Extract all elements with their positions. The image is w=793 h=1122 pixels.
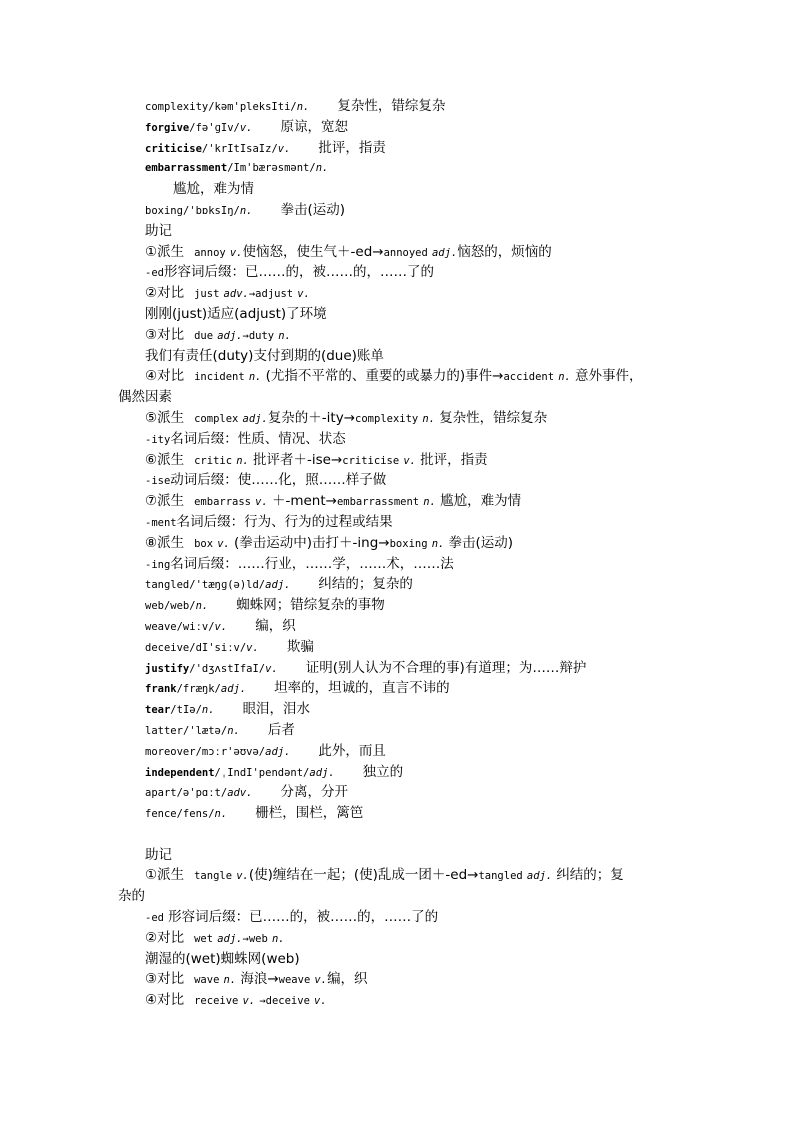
vocab-entry-tear — [118, 699, 688, 720]
vocab-entry-fence — [118, 803, 688, 824]
part-of-speech: v. — [297, 288, 310, 301]
vocab-entry-justify — [118, 658, 688, 679]
vocab-entry-forgive — [118, 117, 688, 138]
memo-line — [118, 533, 688, 554]
headword: frank — [145, 683, 177, 696]
vocab-entry-complexity — [118, 96, 688, 117]
part-of-speech: n. — [558, 371, 571, 384]
memo-line — [118, 325, 688, 346]
meaning: 分离，分开 — [280, 784, 348, 801]
suffix-meaning: 名词后缀：行为、行为的过程或结果 — [176, 513, 393, 530]
memo-heading-text: 助记 — [145, 222, 172, 239]
derived-word: web — [248, 932, 268, 945]
base-meaning: 海浪→ — [240, 971, 279, 988]
phonetic: /Im'bærəsmənt/ — [227, 162, 316, 175]
memo-tag: ⑤派生 — [145, 409, 185, 426]
suffix: -ise — [145, 475, 171, 488]
base-word: box — [194, 537, 214, 550]
derived-meaning: 纠结的；复 — [556, 867, 624, 884]
memo-line — [118, 429, 688, 450]
part-of-speech: v. — [277, 142, 291, 155]
part-of-speech: v. — [403, 454, 416, 467]
memo-heading-text: 助记 — [145, 846, 172, 863]
base-word: wet — [194, 932, 214, 945]
meaning: 证明(别人认为不合理的事)有道理；为……辩护 — [305, 659, 587, 676]
meaning: 蜘蛛网；错综复杂的事物 — [236, 597, 385, 614]
memo-line — [118, 990, 688, 1011]
part-of-speech: v. — [214, 620, 228, 633]
base-word: embarrass — [194, 496, 252, 509]
part-of-speech: n. — [278, 329, 291, 342]
memo-line — [118, 865, 688, 886]
part-of-speech: v. — [239, 121, 253, 134]
suffix: -ed — [145, 267, 164, 280]
headword: tangled — [145, 579, 190, 592]
derived-word: annoyed — [383, 246, 428, 259]
memo-tag: ③对比 — [145, 971, 185, 988]
part-of-speech: adj. — [265, 579, 291, 592]
memo-line — [118, 408, 688, 429]
vocab-entry-weave — [118, 616, 688, 637]
suffix-meaning: 名词后缀：……行业，……学，……术，……法 — [170, 555, 454, 572]
phonetic: /'lætə/ — [182, 724, 228, 737]
memo-tag: ④对比 — [145, 368, 185, 385]
headword: embarrassment — [145, 162, 228, 175]
suffix: -ity — [145, 433, 171, 446]
meaning: 独立的 — [362, 763, 404, 780]
arrow-icon: → — [242, 932, 249, 945]
memo-line — [118, 554, 688, 575]
base-meaning: (尤指不平常的、重要的或暴力的)事件→ — [265, 368, 504, 385]
memo-line — [118, 907, 688, 928]
vocab-entry-web — [118, 595, 688, 616]
part-of-speech: n. — [431, 537, 445, 550]
memo-line-continuation — [118, 387, 688, 408]
vocab-entry-apart — [118, 782, 688, 803]
part-of-speech: v. — [217, 537, 230, 550]
phonetic: /ə'pɑːt/ — [176, 787, 228, 800]
memo-line — [118, 262, 688, 283]
part-of-speech: v. — [255, 496, 268, 509]
phonetic: /fræŋk/ — [176, 683, 221, 696]
part-of-speech: adj. — [220, 683, 247, 696]
vocab-entry-latter — [118, 720, 688, 741]
vocab-entry-moreover — [118, 741, 688, 762]
part-of-speech: adj. — [431, 246, 458, 259]
phonetic: /dI'siːv/ — [189, 641, 247, 654]
part-of-speech: n. — [236, 454, 249, 467]
part-of-speech: n. — [195, 600, 209, 613]
headword: justify — [145, 662, 190, 675]
memo-line — [118, 283, 688, 304]
base-word: just — [194, 288, 220, 301]
phonetic: /wiːv/ — [176, 620, 215, 633]
part-of-speech: v. — [229, 246, 243, 259]
headword: complexity — [145, 101, 209, 113]
base-meaning: (拳击运动中)击打＋-ing→ — [234, 534, 390, 551]
derived-meaning: 恼怒的，烦恼的 — [457, 243, 552, 260]
part-of-speech: n. — [422, 412, 436, 425]
suffix-meaning: 形容词后缀：已……的，被……的，……了的 — [168, 909, 439, 926]
derived-word: criticise — [342, 454, 400, 467]
headword: independent — [145, 766, 215, 779]
derived-word: adjust — [255, 288, 294, 301]
derived-word: deceive — [265, 995, 310, 1008]
memo-tag: ⑧派生 — [145, 534, 185, 551]
base-word: receive — [194, 995, 239, 1008]
derived-meaning-continued: 杂的 — [118, 888, 145, 905]
base-word: annoy — [194, 246, 226, 259]
part-of-speech: adj. — [217, 329, 243, 342]
memo-tag: ④对比 — [145, 992, 185, 1009]
part-of-speech: v. — [242, 995, 256, 1008]
part-of-speech: n. — [227, 724, 240, 737]
base-meaning: 批评者＋-ise→ — [252, 451, 343, 468]
memo-line — [118, 928, 688, 949]
vocab-entry-boxing — [118, 200, 688, 221]
derived-meaning: 拳击(运动) — [448, 534, 514, 551]
part-of-speech: adv. — [223, 288, 249, 301]
headword: latter — [145, 724, 183, 737]
meaning: 欺骗 — [286, 638, 314, 655]
memo-line — [118, 470, 688, 491]
headword: forgive — [145, 121, 190, 134]
vocab-meaning-embarrassment — [118, 179, 688, 200]
meaning: 原谅，宽恕 — [280, 118, 348, 135]
memo-line — [118, 969, 688, 990]
part-of-speech: n. — [423, 496, 436, 509]
part-of-speech: n. — [214, 808, 228, 821]
part-of-speech: adj. — [242, 412, 268, 425]
suffix: -ment — [145, 516, 177, 529]
memo-tag: ①派生 — [145, 243, 185, 260]
vocab-entry-deceive — [118, 637, 688, 658]
headword: boxing — [145, 204, 183, 217]
phonetic: /fə'ɡIv/ — [189, 121, 240, 134]
base-word: critic — [194, 454, 233, 467]
arrow-icon: → — [259, 995, 266, 1008]
memo-heading — [118, 221, 688, 242]
meaning: 栅栏，围栏，篱笆 — [255, 805, 364, 822]
mnemonic-sentence: 刚刚(just)适应(adjust)了环境 — [145, 305, 327, 322]
phonetic: /'bɒksIŋ/ — [182, 204, 240, 217]
vocab-entry-criticise — [118, 138, 688, 159]
base-word: tangle — [194, 870, 233, 883]
part-of-speech: v. — [236, 870, 249, 883]
memo-line — [118, 304, 688, 325]
mnemonic-sentence: 潮湿的(wet)蜘蛛网(web) — [145, 950, 300, 967]
meaning: 纠结的；复杂的 — [318, 576, 413, 593]
base-word: due — [194, 329, 214, 342]
derived-word: weave — [278, 974, 311, 987]
headword: fence — [145, 808, 177, 821]
meaning: 眼泪，泪水 — [242, 701, 311, 718]
memo-line-continuation — [118, 886, 688, 907]
meaning: 坦率的，坦诚的，直言不讳的 — [274, 680, 450, 697]
meaning: 后者 — [267, 721, 295, 738]
vocab-entry-tangled — [118, 574, 688, 595]
base-meaning: ＋-ment→ — [271, 493, 337, 510]
memo-line — [118, 346, 688, 367]
phonetic: /'krItIsaIz/ — [201, 142, 278, 155]
suffix-meaning: 形容词后缀：已……的，被……的，……了的 — [163, 264, 434, 281]
part-of-speech: adv. — [227, 787, 253, 800]
headword: web — [145, 600, 164, 613]
meaning: 复杂性，错综复杂 — [337, 98, 446, 114]
derived-meaning: 复杂性，错综复杂 — [439, 409, 548, 426]
derived-meaning: 尴尬，难为情 — [440, 493, 522, 510]
part-of-speech: n. — [296, 101, 310, 113]
phonetic: /kəm'pleksIti/ — [208, 101, 297, 113]
part-of-speech: v. — [246, 641, 259, 654]
derived-word: embarrassment — [336, 496, 420, 509]
suffix: -ing — [145, 558, 171, 571]
derived-word: complexity — [355, 412, 419, 425]
phonetic: /'dʒʌstIfaI/ — [189, 662, 266, 675]
part-of-speech: n. — [223, 974, 237, 987]
arrow-icon: → — [248, 288, 256, 301]
part-of-speech: n. — [239, 204, 253, 217]
vocab-entry-embarrassment — [118, 158, 688, 179]
phonetic: /fens/ — [176, 808, 215, 821]
mnemonic-sentence: 我们有责任(duty)支付到期的(due)账单 — [145, 347, 384, 364]
base-word: incident — [194, 371, 245, 384]
memo-tag: ⑥派生 — [145, 451, 185, 468]
memo-line — [118, 366, 688, 387]
memo-line — [118, 512, 688, 533]
base-meaning: 复杂的＋-ity→ — [267, 409, 356, 426]
meaning: 尴尬，难为情 — [173, 181, 254, 198]
base-word: wave — [194, 974, 220, 987]
part-of-speech: adj. — [309, 766, 335, 779]
memo-line — [118, 242, 688, 263]
vocab-entry-independent — [118, 762, 688, 783]
meaning: 编，织 — [255, 617, 296, 634]
memo-tag: ②对比 — [145, 285, 185, 302]
memo-heading — [118, 845, 688, 866]
base-word: complex — [194, 412, 239, 425]
memo-line — [118, 450, 688, 471]
phonetic: /ˌIndI'pendənt/ — [214, 766, 310, 779]
headword: tear — [145, 704, 171, 717]
memo-tag: ②对比 — [145, 929, 185, 946]
phonetic: /'tæŋɡ(ə)ld/ — [189, 579, 266, 592]
base-meaning: 使恼怒，使生气＋-ed→ — [242, 243, 384, 260]
derived-meaning: 意外事件， — [575, 368, 643, 385]
phonetic: /web/ — [163, 600, 196, 613]
headword: moreover — [145, 745, 196, 758]
part-of-speech: n. — [315, 162, 329, 175]
part-of-speech: v. — [314, 974, 328, 987]
suffix: -ed — [145, 912, 164, 925]
suffix-meaning: 动词后缀：使……化，照……样子做 — [170, 472, 387, 489]
derived-meaning: 编，织 — [327, 971, 368, 988]
memo-tag: ⑦派生 — [145, 493, 185, 510]
memo-tag: ①派生 — [145, 867, 185, 884]
blank-line — [118, 824, 688, 845]
suffix-meaning: 名词后缀：性质、情况、状态 — [170, 430, 346, 447]
part-of-speech: adj. — [526, 870, 553, 883]
part-of-speech: v. — [265, 662, 278, 675]
headword: apart — [145, 787, 177, 800]
derived-word: accident — [503, 371, 555, 384]
headword: weave — [145, 620, 177, 633]
derived-word: tangled — [478, 870, 523, 883]
meaning: 批评，指责 — [318, 139, 386, 156]
part-of-speech: v. — [314, 995, 327, 1008]
vocab-entry-frank — [118, 678, 688, 699]
part-of-speech: adj. — [265, 745, 291, 758]
memo-tag: ③对比 — [145, 326, 185, 343]
phonetic: /mɔːr'əʊvə/ — [195, 745, 266, 758]
document-page — [118, 96, 688, 1011]
memo-line — [118, 491, 688, 512]
meaning: 此外，而且 — [318, 742, 386, 759]
memo-line — [118, 949, 688, 970]
derived-word: duty — [248, 329, 275, 342]
part-of-speech: adj. — [217, 932, 243, 945]
headword: deceive — [145, 641, 190, 654]
part-of-speech: n. — [271, 932, 285, 945]
part-of-speech: n. — [248, 371, 262, 384]
arrow-icon: → — [242, 329, 249, 342]
base-meaning: (使)缠结在一起；(使)乱成一团＋-ed→ — [248, 867, 479, 884]
headword: criticise — [145, 142, 202, 155]
derived-word: boxing — [389, 537, 428, 550]
derived-meaning: 批评，指责 — [420, 451, 488, 468]
phonetic: /tIə/ — [170, 704, 202, 717]
meaning: 拳击(运动) — [280, 201, 346, 218]
derived-meaning-continued: 偶然因素 — [118, 389, 172, 406]
part-of-speech: n. — [201, 704, 215, 717]
